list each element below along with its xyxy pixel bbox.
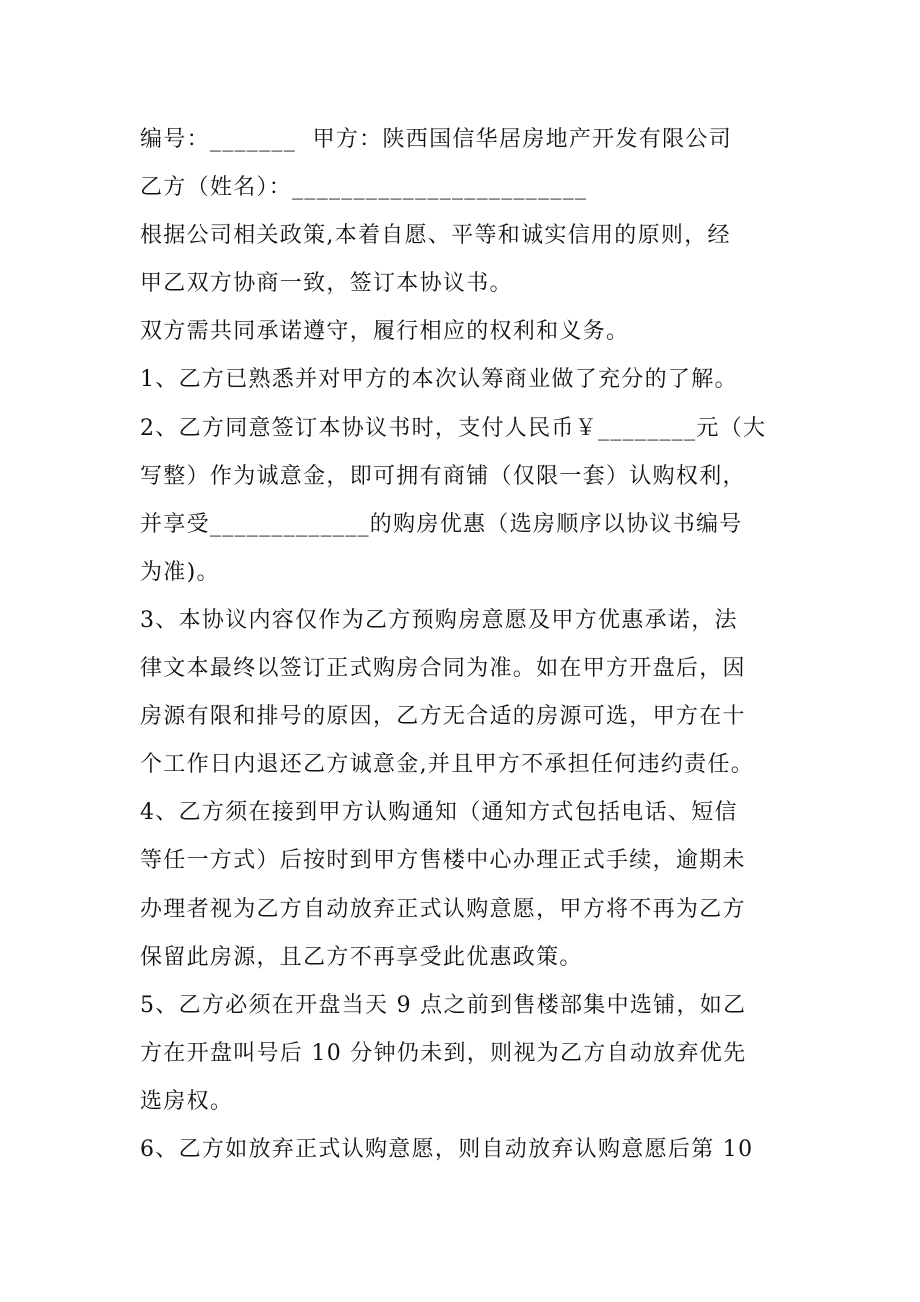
intro-line: 双方需共同承诺遵守，履行相应的权利和义务。 [140, 319, 630, 345]
clause-2-line: 写整）作为诚意金，即可拥有商铺（仅限一套）认购权利， [140, 463, 746, 489]
clause-3-line: 3、本协议内容仅作为乙方预购房意愿及甲方优惠承诺，法 [140, 607, 738, 633]
clause-4-line: 办理者视为乙方自动放弃正式认购意愿，甲方将不再为乙方 [140, 896, 746, 922]
intro-line: 根据公司相关政策,本着自愿、平等和诚实信用的原则，经 [140, 223, 731, 249]
clause-2-line: 并享受_____________的购房优惠（选房顺序以协议书编号 [140, 511, 743, 537]
intro-line: 甲乙双方协商一致，签订本协议书。 [140, 271, 513, 297]
party-b-line: 乙方（姓名）：________________________ [140, 175, 588, 201]
clause-4-line: 4、乙方须在接到甲方认购通知（通知方式包括电话、短信 [140, 800, 738, 826]
clause-5-line: 方在开盘叫号后 10 分钟仍未到，则视为乙方自动放弃优先 [140, 1040, 747, 1066]
clause-3-line: 个工作日内退还乙方诚意金,并且甲方不承担任何违约责任。 [140, 752, 755, 778]
clause-4-line: 保留此房源，且乙方不再享受此优惠政策。 [140, 944, 583, 970]
agreement-body [140, 116, 790, 1174]
clause-5-line: 选房权。 [140, 1088, 234, 1114]
header-number-line: 编号：_______ 甲方：陕西国信华居房地产开发有限公司 [140, 127, 732, 152]
clause-2-line: 为准)。 [140, 559, 220, 585]
clause-2-line: 2、乙方同意签订本协议书时，支付人民币￥________元（大 [140, 415, 767, 441]
clause-3-line: 房源有限和排号的原因，乙方无合适的房源可选，甲方在十 [140, 704, 746, 730]
clause-5-line: 5、乙方必须在开盘当天 9 点之前到售楼部集中选铺，如乙 [140, 992, 747, 1018]
clause-4-line: 等任一方式）后按时到甲方售楼中心办理正式手续，逾期未 [140, 848, 746, 874]
clause-6-line: 6、乙方如放弃正式认购意愿，则自动放弃认购意愿后第 10 [140, 1136, 754, 1162]
clause-1-line: 1、乙方已熟悉并对甲方的本次认筹商业做了充分的了解。 [140, 367, 738, 393]
clause-3-line: 律文本最终以签订正式购房合同为准。如在甲方开盘后，因 [140, 656, 746, 682]
